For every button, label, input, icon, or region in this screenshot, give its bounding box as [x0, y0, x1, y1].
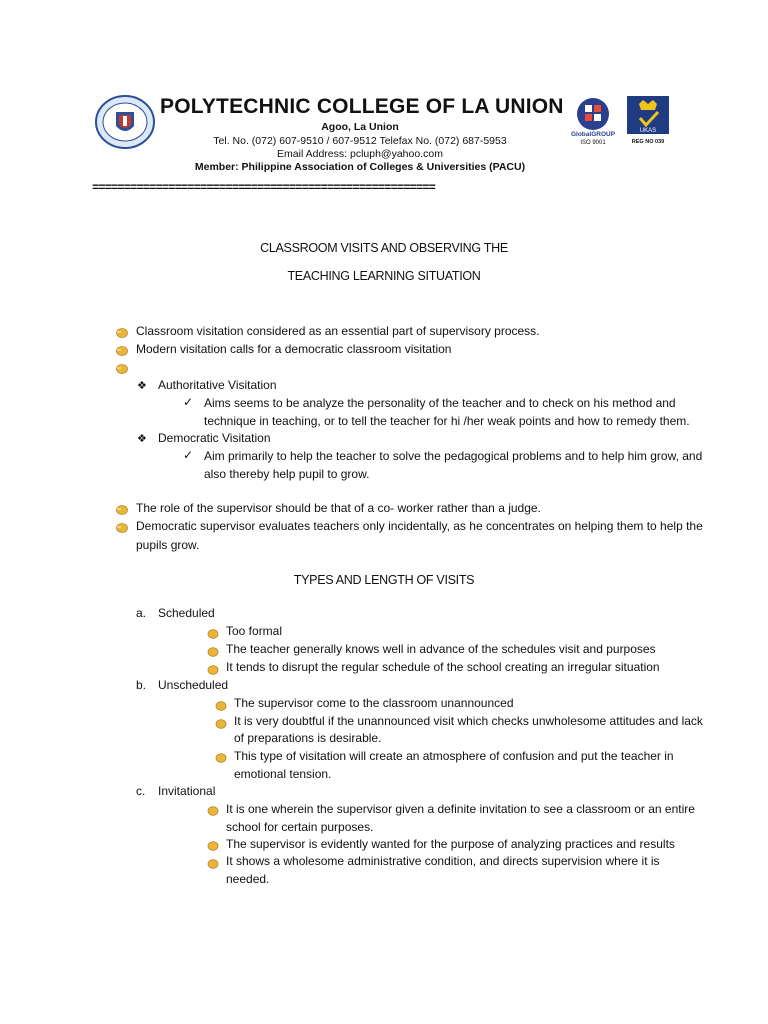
- list-item: The supervisor is evidently wanted for the purpose of analyzing practices and results: [226, 837, 675, 851]
- college-membership: Member: Philippine Association of Colleges & Universities (PACU): [194, 161, 526, 173]
- section2-title: TYPES AND LENGTH OF VISITS: [293, 573, 475, 587]
- college-phone: Tel. No. (072) 607-9510 / 607-9512 Telefax No. (072) 687-5953: [213, 135, 507, 147]
- list-item: The role of the supervisor should be that of a co- worker rather than a judge.: [136, 501, 541, 515]
- list-item-cont: emotional tension.: [234, 767, 332, 781]
- ukas-logo-sub: REG NO 039: [631, 139, 665, 145]
- header-divider: ======================================================: [92, 181, 435, 195]
- ukas-logo: [625, 96, 671, 146]
- list-item-cont: pupils grow.: [136, 538, 200, 552]
- list-item-cont: also thereby help pupil to grow.: [204, 467, 370, 481]
- pointing-hand-bullet-icon: [116, 520, 129, 531]
- section1-title-line1: CLASSROOM VISITS AND OBSERVING THE: [260, 241, 508, 255]
- pointing-hand-bullet-icon: [116, 502, 129, 513]
- globalgroup-logo-text: GlobalGROUP: [570, 131, 616, 138]
- list-item-cont: needed.: [226, 872, 270, 886]
- list-item: Democratic supervisor evaluates teachers only incidentally, as he concentrates on helping them to help the: [136, 519, 703, 533]
- list-item: Too formal: [226, 624, 283, 638]
- diamond-bullet-icon: ❖: [137, 380, 147, 392]
- pointing-hand-bullet-icon: [116, 361, 129, 372]
- hand-bullet-icon: [207, 838, 220, 849]
- college-email: Email Address: pcluph@yahoo.com: [277, 148, 443, 160]
- list-item: Classroom visitation considered as an essential part of supervisory process.: [136, 324, 540, 338]
- sub-heading-democratic: Democratic Visitation: [158, 431, 271, 445]
- hand-bullet-icon: [207, 803, 220, 814]
- visit-type-scheduled: Scheduled: [158, 606, 215, 620]
- ukas-logo-text: UKAS: [639, 128, 657, 134]
- diamond-bullet-icon: ❖: [137, 433, 147, 445]
- list-item-cont: technique in teaching, or to tell the teacher for hi /her weak points and how to remedy them.: [204, 414, 690, 428]
- hand-bullet-icon: [207, 644, 220, 655]
- visit-type-invitational: Invitational: [158, 784, 216, 798]
- hand-bullet-icon: [215, 750, 228, 761]
- section1-title-line2: TEACHING LEARNING SITUATION: [287, 269, 481, 283]
- checkmark-icon: ✓: [183, 395, 194, 409]
- list-marker-c: c.: [136, 784, 146, 798]
- pointing-hand-bullet-icon: [116, 325, 129, 336]
- checkmark-icon: ✓: [183, 448, 194, 462]
- college-name: POLYTECHNIC COLLEGE OF LA UNION: [160, 95, 564, 118]
- list-item: It is one wherein the supervisor given a definite invitation to see a classroom or an entire: [226, 802, 695, 816]
- list-item: Modern visitation calls for a democratic classroom visitation: [136, 342, 452, 356]
- globalgroup-logo-sub: ISO 9001: [580, 140, 606, 146]
- list-item: Aims seems to be analyze the personality of the teacher and to check on his method and: [204, 396, 676, 410]
- hand-bullet-icon: [207, 626, 220, 637]
- list-item: It tends to disrupt the regular schedule of the school creating an irregular situation: [226, 660, 660, 674]
- list-item: The supervisor come to the classroom unannounced: [234, 696, 514, 710]
- pointing-hand-bullet-icon: [116, 343, 129, 354]
- list-item: This type of visitation will create an atmosphere of confusion and put the teacher in: [234, 749, 674, 763]
- list-item: Aim primarily to help the teacher to solve the pedagogical problems and to help him grow, and: [204, 449, 703, 463]
- sub-heading-authoritative: Authoritative Visitation: [158, 378, 277, 392]
- hand-bullet-icon: [215, 716, 228, 727]
- visit-type-unscheduled: Unscheduled: [158, 678, 229, 692]
- globalgroup-iso-logo: [565, 96, 621, 146]
- hand-bullet-icon: [207, 662, 220, 673]
- list-item: It is very doubtful if the unannounced visit which checks unwholesome attitudes and lack: [234, 714, 703, 728]
- list-item-cont: school for certain purposes.: [226, 820, 374, 834]
- college-seal-logo: [94, 94, 156, 150]
- hand-bullet-icon: [215, 698, 228, 709]
- list-marker-a: a.: [136, 606, 147, 620]
- hand-bullet-icon: [207, 856, 220, 867]
- list-item: It shows a wholesome administrative condition, and directs supervision where it is: [226, 854, 660, 868]
- list-item: The teacher generally knows well in advance of the schedules visit and purposes: [226, 642, 656, 656]
- college-address: Agoo, La Union: [321, 121, 399, 133]
- list-marker-b: b.: [136, 678, 147, 692]
- list-item-cont: of preparations is desirable.: [234, 731, 382, 745]
